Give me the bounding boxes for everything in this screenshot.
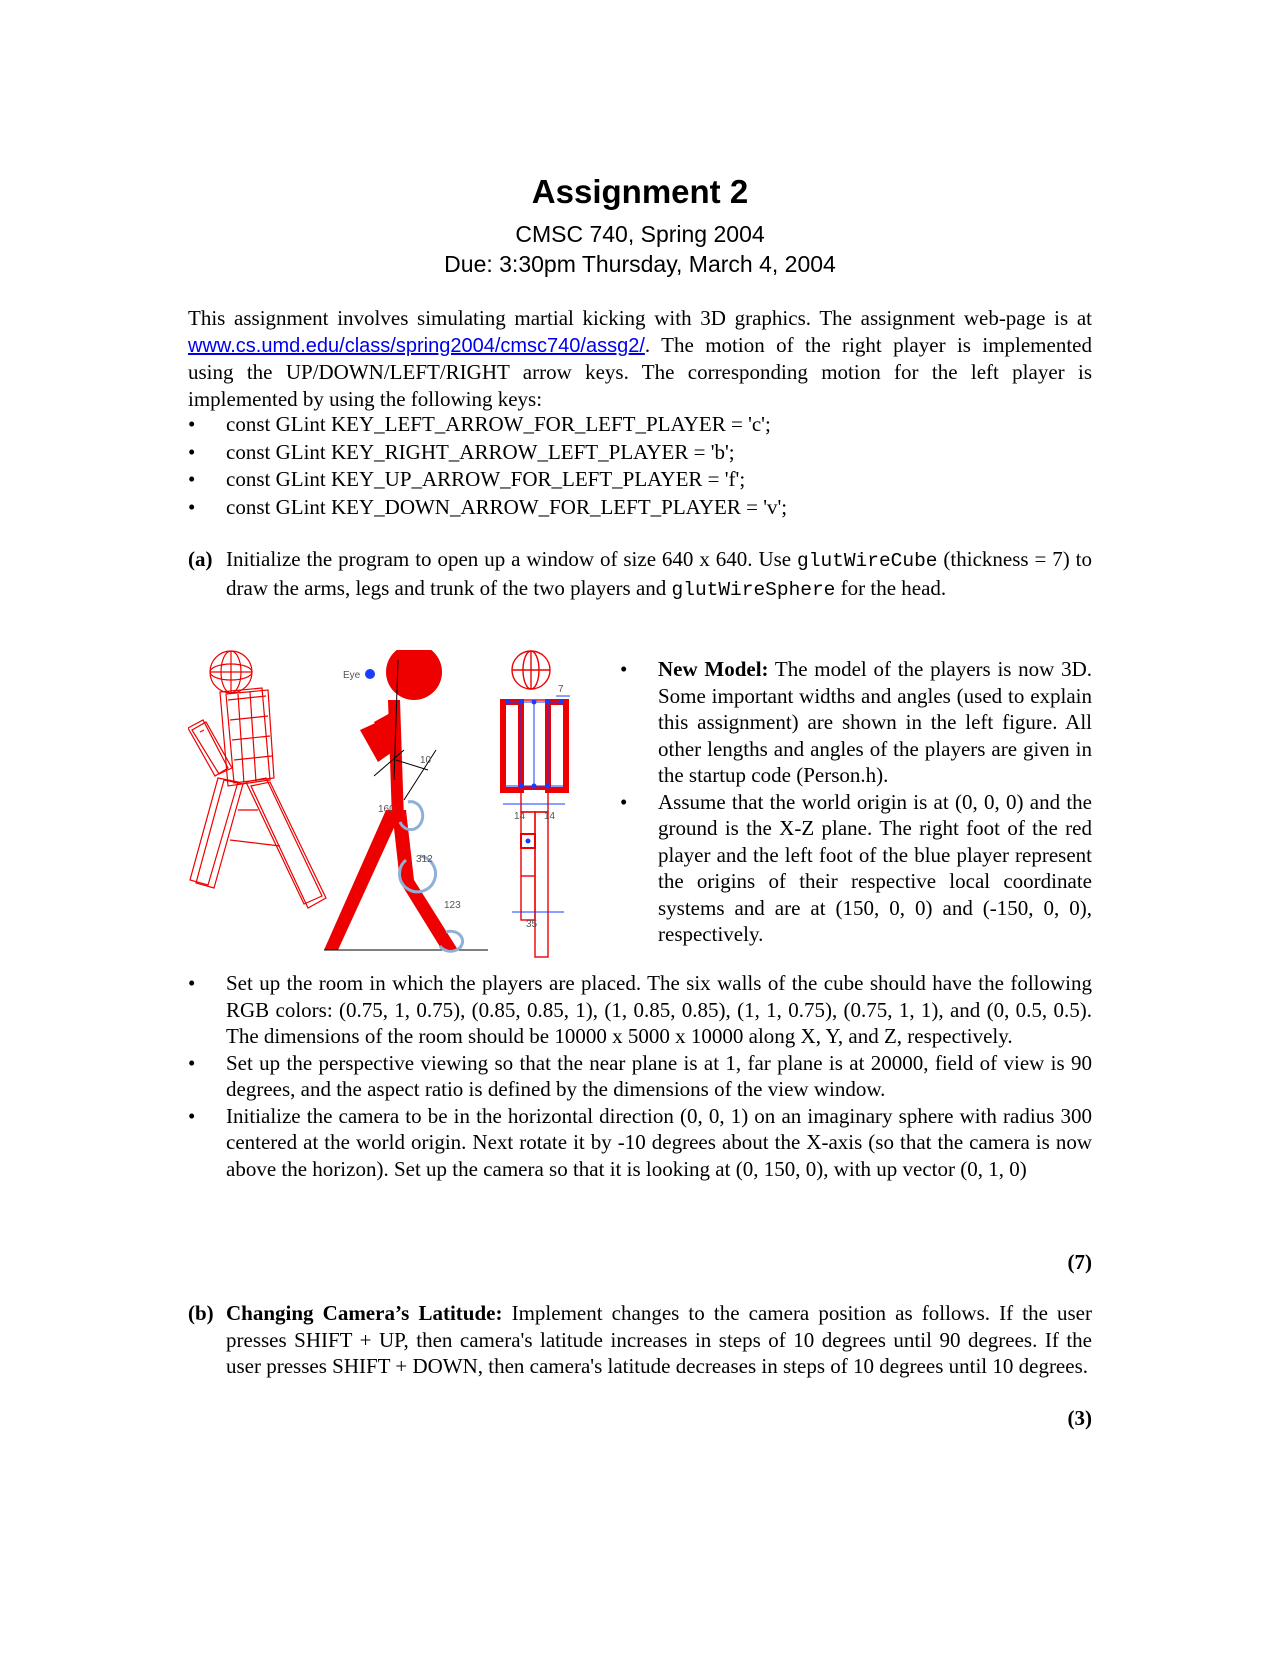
- label-width-14b: 14: [544, 811, 556, 822]
- part-a: [188, 546, 1092, 603]
- list-item: • Set up the room in which the players are placed. The six walls of the cube should have the following RGB colors: (0.75, 1, 0.75), (0.85, 0.85, 1), (1, 0.85, 0.85), (1, 1, 0.75), (0.75, 1, 1), and (0, 0.5, 0.5). The dimensions of the room should be 10000 x 5000 x 10000 along X, Y, and Z, respectively.: [188, 971, 1092, 1048]
- due-date: Due: 3:30pm Thursday, March 4, 2004: [444, 251, 836, 277]
- label-width-14a: 14: [514, 811, 526, 822]
- intro-paragraph: [188, 305, 1092, 412]
- part-b: [188, 1300, 1092, 1380]
- bullet-icon: •: [188, 439, 196, 464]
- list-item: • const GLint KEY_DOWN_ARROW_FOR_LEFT_PLAYER = 'v';: [188, 494, 1092, 522]
- solid-player: [324, 650, 488, 951]
- front-view-player: [503, 651, 570, 957]
- label-width-7: 7: [558, 684, 564, 695]
- part-a-points: (7): [1067, 1250, 1092, 1274]
- assignment-link[interactable]: www.cs.umd.edu/class/spring2004/cmsc740/assg2/: [188, 334, 645, 357]
- part-b-label: (b): [188, 1301, 214, 1325]
- model-notes-list: [620, 656, 1092, 948]
- list-item: • Initialize the camera to be in the horizontal direction (0, 0, 1) on an imaginary sphere with radius 300 centered at the world origin. Next rotate it by -10 degrees about the X-axis (so that the camera is now above the horizon). Set up the camera so that it is looking at (0, 150, 0), with up vector (0, 1, 0): [188, 1103, 1092, 1181]
- player-model-figure: [188, 650, 608, 965]
- label-width-35: 35: [526, 919, 538, 930]
- part-a-text: Initialize the program to open up a window of size 640 x 640. Use glutWireCube (thickness = 7) to draw the arms, legs and trunk of the two players and glutWireSphere for the head.: [226, 547, 1092, 601]
- eye-marker: [365, 669, 375, 679]
- bullet-icon: •: [188, 1050, 196, 1075]
- intro-text-1: This assignment involves simulating martial kicking with 3D graphics. The assignment web-page is at: [188, 306, 1092, 330]
- label-angle-123: 123: [444, 900, 461, 911]
- bullet-icon: •: [188, 971, 196, 995]
- list-item: • New Model: The model of the players is now 3D. Some important widths and angles (used to explain this assignment) are shown in the left figure. All other lengths and angles of the players are given in the startup code (Person.h).: [620, 657, 1092, 787]
- label-angle-10: 10: [420, 755, 432, 766]
- list-item: • const GLint KEY_RIGHT_ARROW_LEFT_PLAYER = 'b';: [188, 439, 1092, 467]
- bullet-icon: •: [188, 467, 196, 491]
- bullet-icon: •: [188, 494, 196, 519]
- bullet-icon: •: [188, 1103, 196, 1128]
- list-item: • Set up the perspective viewing so that the near plane is at 1, far plane is at 20000, field of view is 90 degrees, and the aspect ratio is defined by the dimensions of the view window.: [188, 1050, 1092, 1101]
- bullet-icon: •: [188, 412, 196, 436]
- list-item: • const GLint KEY_LEFT_ARROW_FOR_LEFT_PLAYER = 'c';: [188, 411, 1092, 439]
- setup-list: [188, 970, 1092, 1182]
- key-list: [188, 411, 1092, 521]
- label-angle-312: 312: [416, 854, 433, 865]
- label-eye: Eye: [343, 670, 361, 681]
- code-glutwiresphere: glutWireSphere: [671, 578, 836, 601]
- bullet-icon: •: [620, 789, 628, 814]
- intro-text-2: . The motion of the right player is implemented using the UP/DOWN/LEFT/RIGHT arrow keys. The corresponding motion for the left player is implemented by using the following keys:: [188, 332, 1092, 411]
- page-title: Assignment 2: [531, 173, 749, 210]
- part-a-label: (a): [188, 547, 213, 571]
- code-glutwirecube: glutWireCube: [797, 550, 938, 572]
- bullet-icon: •: [620, 657, 628, 681]
- list-item: • const GLint KEY_UP_ARROW_FOR_LEFT_PLAYER = 'f';: [188, 466, 1092, 494]
- list-item: • Assume that the world origin is at (0, 0, 0) and the ground is the X-Z plane. The right foot of the red player and the left foot of the blue player represent the origins of their respective local coordinate systems and are at (150, 0, 0) and (-150, 0, 0), respectively.: [620, 789, 1092, 946]
- part-b-text: Changing Camera’s Latitude: Implement changes to the camera position as follows. If the user presses SHIFT + UP, then camera's latitude increases in steps of 10 degrees until 90 degrees. If the user presses SHIFT + DOWN, then camera's latitude decreases in steps of 10 degrees until 10 degrees.: [226, 1301, 1092, 1378]
- part-b-points: (3): [1067, 1406, 1092, 1430]
- wireframe-player: [188, 651, 326, 908]
- course-subtitle: CMSC 740, Spring 2004: [515, 221, 765, 247]
- label-angle-160: 160: [378, 804, 395, 815]
